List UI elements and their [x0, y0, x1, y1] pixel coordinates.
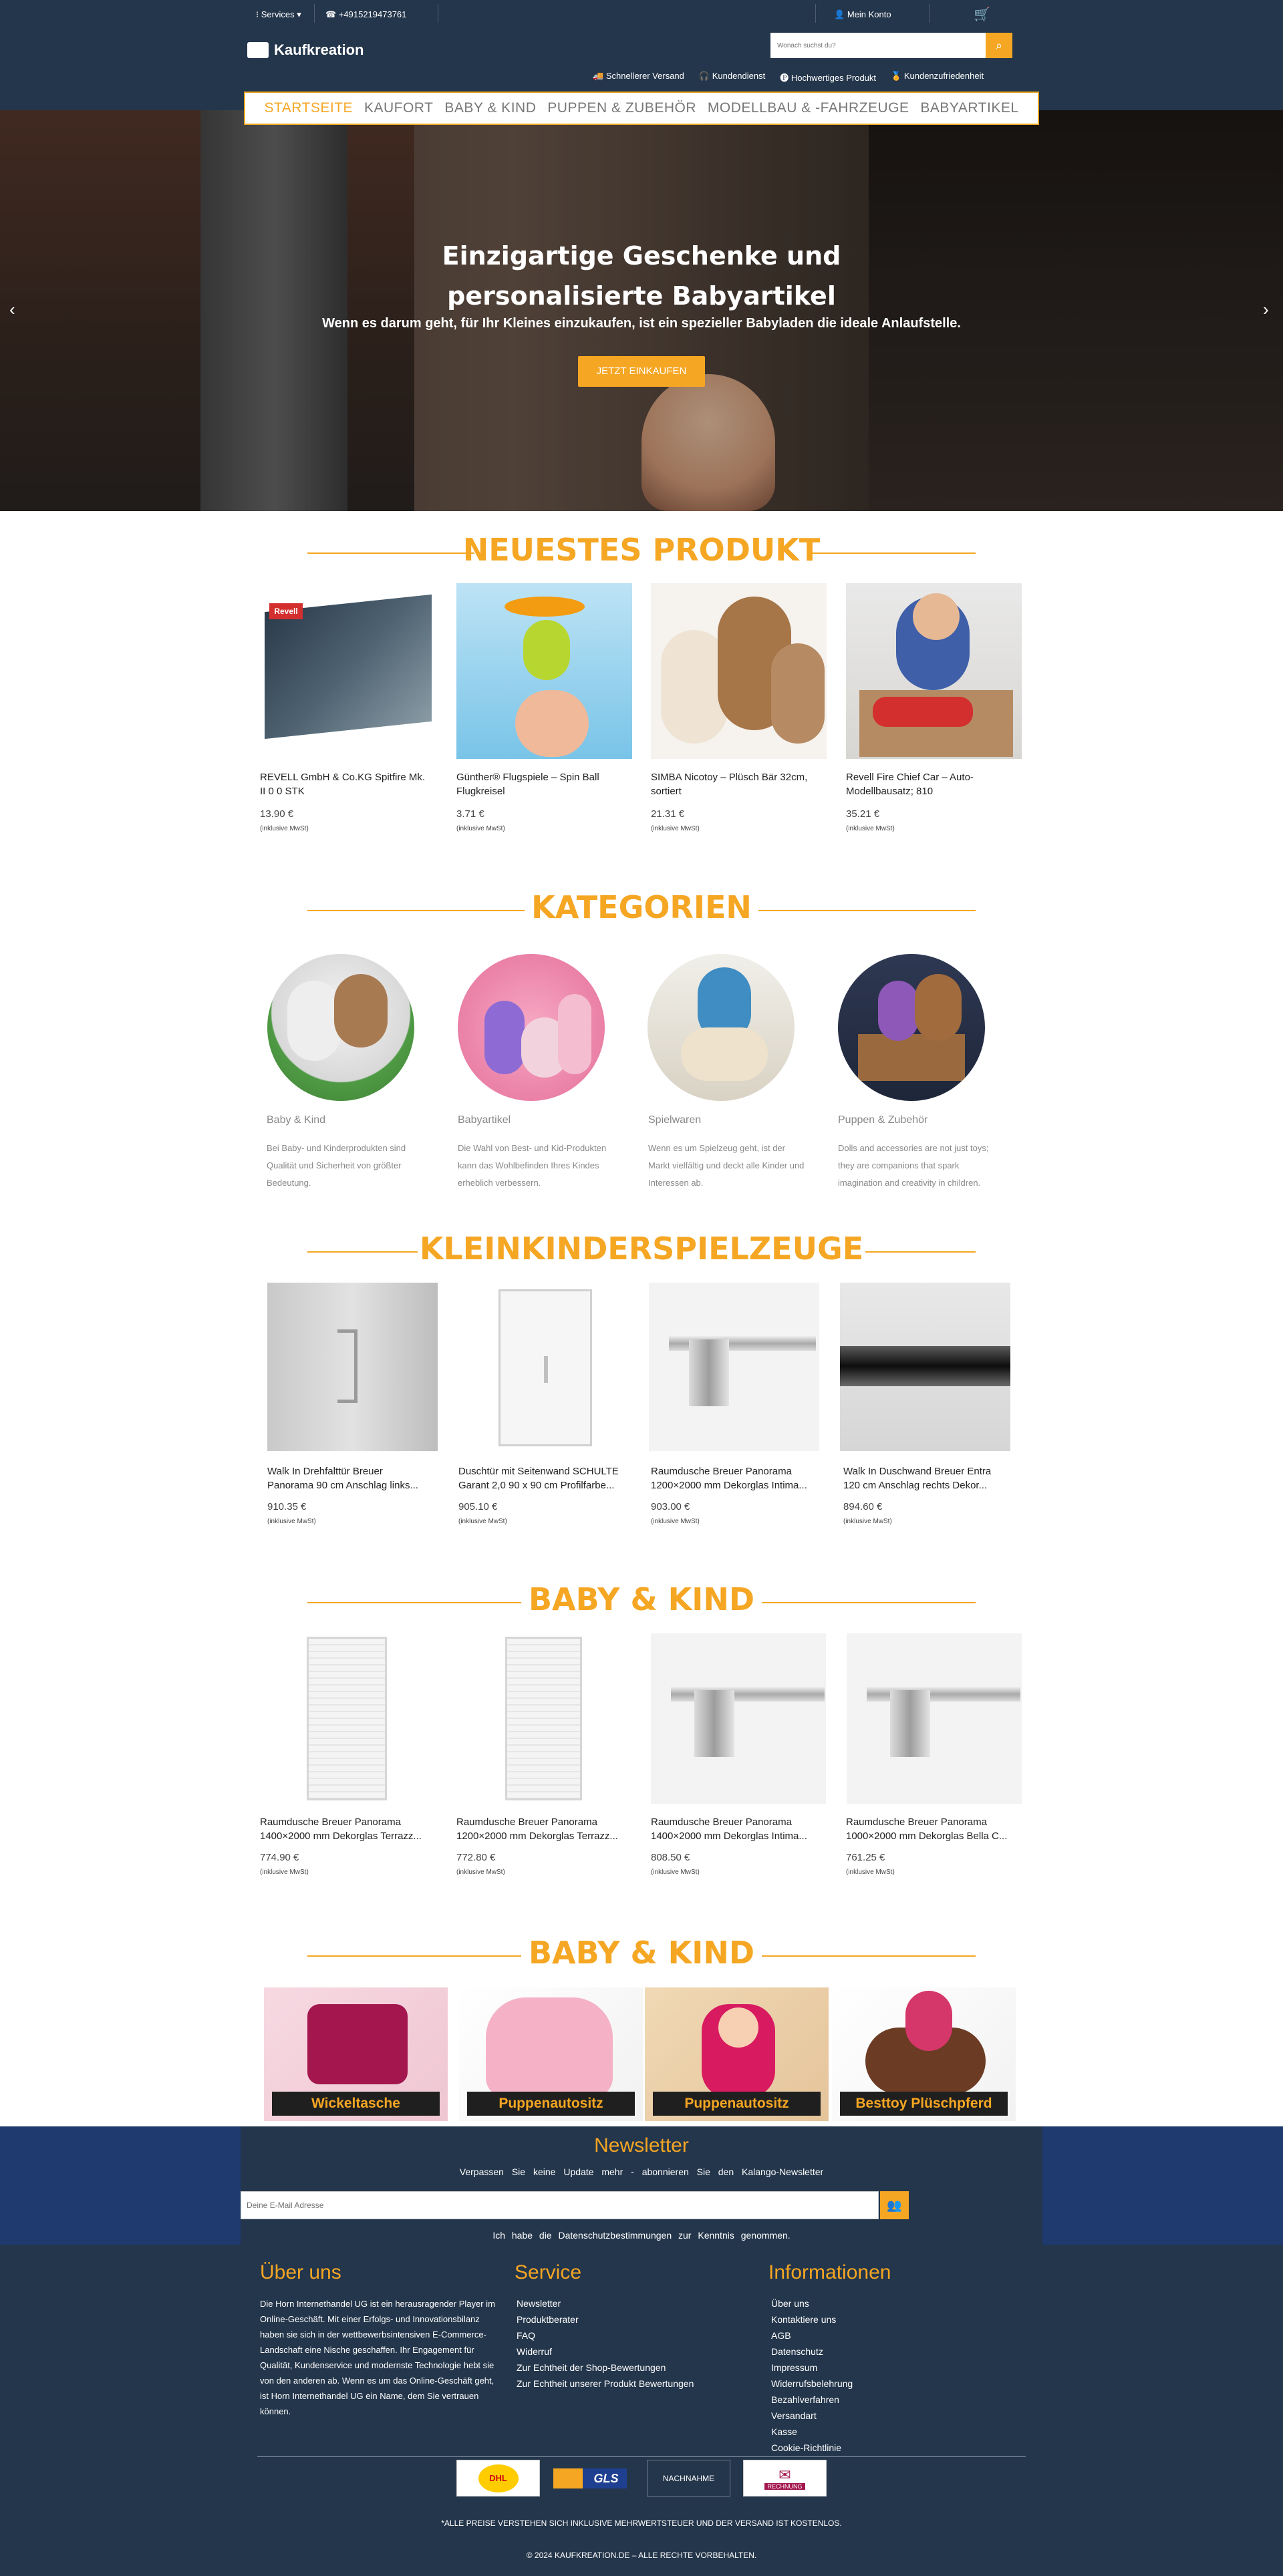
seat: [486, 1997, 613, 2098]
bracket: [694, 1690, 734, 1757]
product-price: 894.60 €: [843, 1501, 883, 1512]
category-desc: Bei Baby- und Kinderprodukten sind Qualität und Sicherheit von größter Bedeutung.: [267, 1143, 406, 1188]
glass: [505, 1637, 582, 1800]
dhl-logo: DHL: [478, 2464, 519, 2492]
category-image-spielwaren[interactable]: [648, 954, 795, 1101]
tax-note: (inklusive MwSt): [651, 825, 700, 832]
product-title[interactable]: Revell Fire Chief Car – Auto- Modellbausatz; 810: [846, 772, 974, 797]
divider: [815, 4, 816, 23]
footer-about-text: Die Horn Internethandel UG ist ein herausragender Player im Online-Geschäft. Mit einer Erfolgs- und Innovationsbilanz haben sie sich in der wettbewerbsintensiven E-Commerce-Landschaft eine Nische geschaffen. Ihr Engagement für Qualität, Kundenservice und modernste Technologie hebt sie von den anderen ab. Wenn es um das Online-Geschäft geht, ist Horn Internethandel UG ein Name, dem Sie vertrauen können.: [260, 2299, 495, 2416]
bar: [840, 1346, 1010, 1386]
product-image-raumdusche-3[interactable]: [651, 1633, 826, 1804]
footer-link[interactable]: Bezahlverfahren: [771, 2394, 839, 2405]
nav-item-kaufort[interactable]: KAUFORT: [364, 100, 434, 116]
rechnung-label: RECHNUNG: [764, 2483, 805, 2490]
truck-icon: 🚚: [593, 71, 606, 81]
footer-link[interactable]: Zur Echtheit unserer Produkt Bewertungen: [517, 2378, 694, 2389]
nav-item-puppen[interactable]: PUPPEN & ZUBEHÖR: [547, 100, 696, 116]
child: [905, 1991, 952, 2051]
newsletter-submit-button[interactable]: [880, 2191, 909, 2219]
toy-car: [873, 697, 973, 727]
product-image-firecar[interactable]: [846, 583, 1022, 759]
nav-item-modellbau[interactable]: MODELLBAU & -FAHRZEUGE: [707, 100, 909, 116]
benefit-support: 🎧 Kundendienst: [698, 71, 766, 81]
search-bar: [770, 33, 1012, 58]
revell-logo: Revell: [269, 603, 303, 619]
nav-item-baby-kind[interactable]: BABY & KIND: [444, 100, 537, 116]
footer-link[interactable]: Versandart: [771, 2410, 817, 2421]
list-icon: ⁝: [256, 9, 261, 19]
logo[interactable]: Kaufkreation: [247, 41, 364, 59]
tile-label: Wickeltasche: [272, 2092, 440, 2116]
product-image-walkin[interactable]: [840, 1283, 1010, 1451]
category-desc: Wenn es um Spielzeug geht, ist der Markt vielfältig und deckt alle Kinder und Interessen ab.: [648, 1143, 805, 1188]
product-title[interactable]: Walk In Duschwand Breuer Entra 120 cm Anschlag rechts Dekor...: [843, 1466, 992, 1491]
footer-link[interactable]: FAQ: [517, 2330, 536, 2341]
chevron-right-icon[interactable]: ›: [1263, 299, 1269, 319]
tax-note: (inklusive MwSt): [843, 1518, 892, 1525]
plush-bunny: [558, 994, 591, 1074]
tax-note: (inklusive MwSt): [458, 1518, 507, 1525]
product-title[interactable]: Raumdusche Breuer Panorama 1000×2000 mm Dekorglas Bella C...: [846, 1816, 1008, 1842]
product-image-spinball[interactable]: [456, 583, 632, 759]
cart-icon[interactable]: 🛒: [974, 7, 990, 22]
doll-face: [718, 2007, 758, 2048]
hand: [515, 690, 589, 757]
tax-note: (inklusive MwSt): [260, 1869, 309, 1876]
polar-bear: [287, 981, 341, 1061]
hero-cta-button[interactable]: JETZT EINKAUFEN: [578, 356, 705, 387]
tax-note: (inklusive MwSt): [651, 1869, 700, 1876]
envelope-icon: ✉: [778, 2466, 791, 2483]
newsletter-section: [241, 2126, 1042, 2245]
product-price: 772.80 €: [456, 1852, 496, 1863]
footer-link[interactable]: Cookie-Richtlinie: [771, 2442, 842, 2453]
section-title-baby-kind: BABY & KIND: [528, 1581, 755, 1617]
bag: [307, 2004, 408, 2084]
boy-face: [913, 593, 960, 640]
headset-icon: 🎧: [698, 71, 712, 81]
services-dropdown[interactable]: ⁝ Services ▾: [256, 9, 301, 19]
price-disclaimer: *ALLE PREISE VERSTEHEN SICH INKLUSIVE MEHRWERTSTEUER UND DER VERSAND IST KOSTENLOS.: [441, 2519, 842, 2528]
footer-link[interactable]: Kasse: [771, 2426, 797, 2437]
tax-note: (inklusive MwSt): [456, 1869, 505, 1876]
category-name[interactable]: Babyartikel: [458, 1114, 511, 1126]
search-icon: ⌕: [995, 39, 1003, 52]
category-desc: Dolls and accessories are not just toys; they are companions that spark imagination and creativity in children.: [838, 1143, 989, 1188]
divider: [257, 2456, 1026, 2457]
tax-note: (inklusive MwSt): [846, 1869, 895, 1876]
copyright: © 2024 KAUFKREATION.DE – ALLE RECHTE VORBEHALTEN.: [526, 2551, 757, 2560]
product-title[interactable]: Raumdusche Breuer Panorama 1200×2000 mm Dekorglas Terrazz...: [456, 1816, 618, 1842]
footer-link[interactable]: Widerruf: [517, 2346, 552, 2357]
section-title-categories: KATEGORIEN: [531, 889, 752, 925]
divider: [314, 4, 315, 23]
footer-link[interactable]: Produktberater: [517, 2314, 579, 2325]
bracket: [689, 1339, 729, 1406]
rocking-horse: [681, 1027, 768, 1081]
users-icon: 👥: [887, 2199, 902, 2212]
footer-info-title: Informationen: [768, 2261, 891, 2283]
footer-link[interactable]: Datenschutz: [771, 2346, 823, 2357]
section-title-newest: NEUESTES PRODUKT: [462, 532, 821, 568]
footer-service-title: Service: [515, 2261, 582, 2283]
tax-note: (inklusive MwSt): [267, 1518, 316, 1525]
footer-link[interactable]: Widerrufsbelehrung: [771, 2378, 853, 2389]
glass: [307, 1637, 387, 1800]
product-title[interactable]: Raumdusche Breuer Panorama 1400×2000 mm Dekorglas Terrazz...: [260, 1816, 422, 1842]
tile-label: Puppenautositz: [467, 2092, 635, 2116]
product-price: 903.00 €: [651, 1501, 690, 1512]
product-image-shower-enclosure[interactable]: [458, 1283, 629, 1451]
basket: [858, 1034, 965, 1081]
search-input[interactable]: [770, 33, 986, 58]
hero-subtitle: Wenn es darum geht, für Ihr Kleines einzukaufen, ist ein spezieller Babyladen die ideale Anlaufstelle.: [322, 316, 961, 331]
search-button[interactable]: [986, 33, 1012, 58]
category-image-babyartikel[interactable]: [458, 954, 605, 1101]
toy: [878, 981, 918, 1041]
chevron-left-icon[interactable]: ‹: [9, 299, 15, 319]
footer-link[interactable]: Über uns: [771, 2298, 809, 2309]
product-image-raumdusche-1[interactable]: [260, 1633, 435, 1804]
hero-slider: [0, 110, 1283, 511]
product-title[interactable]: Raumdusche Breuer Panorama 1200×2000 mm Dekorglas Intima...: [651, 1466, 807, 1491]
bracket: [890, 1690, 930, 1757]
product-price: 3.71 €: [456, 808, 484, 820]
newsletter-subtitle: Verpassen Sie keine Update mehr - abonnieren Sie den Kalango-Newsletter: [459, 2166, 824, 2177]
product-title[interactable]: Walk In Drehfalttür Breuer Panorama 90 cm Anschlag links...: [267, 1466, 418, 1491]
account-link[interactable]: 👤 Mein Konto: [834, 9, 891, 19]
footer-about-title: Über uns: [260, 2261, 341, 2283]
footer-service-links: [517, 2295, 694, 2392]
product-price: 13.90 €: [260, 808, 294, 820]
main-nav: [244, 92, 1039, 125]
user-icon: 👤: [834, 9, 847, 19]
handle: [544, 1356, 548, 1383]
payment-rechnung: [743, 2460, 827, 2497]
product-title[interactable]: REVELL GmbH & Co.KG Spitfire Mk. II 0 0 STK: [260, 772, 426, 797]
footer-link[interactable]: AGB: [771, 2330, 791, 2341]
footer-link[interactable]: Newsletter: [517, 2298, 561, 2309]
tile-label: Puppenautositz: [653, 2092, 821, 2116]
payment-gls: [548, 2460, 631, 2497]
tile-label: Besttoy Plüschpferd: [840, 2092, 1008, 2116]
gls-logo: GLS: [553, 2468, 627, 2488]
footer-info-links: [771, 2295, 853, 2456]
nav-item-babyartikel[interactable]: BABYARTIKEL: [920, 100, 1019, 116]
category-desc: Die Wahl von Best- und Kid-Produkten kann das Wohlbefinden Ihres Kindes erheblich verbessern.: [458, 1143, 607, 1188]
payment-nachnahme: [647, 2460, 730, 2497]
nav-item-startseite[interactable]: STARTSEITE: [264, 100, 353, 116]
product-title[interactable]: Raumdusche Breuer Panorama 1400×2000 mm Dekorglas Intima...: [651, 1816, 807, 1842]
footer-link[interactable]: Kontaktiere uns: [771, 2314, 837, 2325]
benefit-satisfaction: 🏅 Kundenzufriedenheit: [891, 71, 984, 81]
category-image-puppen[interactable]: [838, 954, 985, 1101]
product-image-teddy[interactable]: [651, 583, 827, 759]
plush-rabbit: [484, 1001, 525, 1074]
nachnahme-label: NACHNAHME: [662, 2473, 715, 2483]
tax-note: (inklusive MwSt): [260, 825, 309, 832]
tile-puppenautositz-1[interactable]: [459, 1987, 643, 2121]
badge-icon: 🅟: [780, 73, 791, 83]
product-price: 774.90 €: [260, 1852, 299, 1863]
benefit-quality: 🅟 Hochwertiges Produkt: [780, 73, 877, 83]
tile-plueschpferd[interactable]: [832, 1987, 1016, 2121]
newsletter-title: Newsletter: [594, 2134, 689, 2156]
category-name[interactable]: Baby & Kind: [267, 1114, 326, 1126]
benefit-shipping: 🚚 Schnellerer Versand: [593, 71, 684, 81]
toy-body: [523, 620, 570, 680]
toy: [915, 974, 962, 1041]
product-price: 910.35 €: [267, 1501, 307, 1512]
bag-icon: [247, 42, 269, 58]
product-title[interactable]: SIMBA Nicotoy – Plüsch Bär 32cm, sortiert: [651, 772, 808, 797]
product-image-spitfire[interactable]: [261, 583, 437, 759]
phone-icon: ☎: [325, 9, 339, 19]
product-image-shower-bracket[interactable]: [649, 1283, 819, 1451]
door-handle: [337, 1329, 358, 1403]
newsletter-consent[interactable]: Ich habe die Datenschutzbestimmungen zur Kenntnis genommen.: [492, 2230, 791, 2241]
product-price: 35.21 €: [846, 808, 880, 820]
product-image-raumdusche-4[interactable]: [847, 1633, 1022, 1804]
product-title[interactable]: Duschtür mit Seitenwand SCHULTE Garant 2,0 90 x 90 cm Profilfarbe...: [458, 1466, 619, 1491]
product-price: 808.50 €: [651, 1852, 690, 1863]
product-image-shower-door[interactable]: [267, 1283, 438, 1451]
tax-note: (inklusive MwSt): [846, 825, 895, 832]
phone-link[interactable]: ☎ +4915219473761: [325, 9, 407, 19]
bear-small: [771, 643, 825, 744]
category-name[interactable]: Spielwaren: [648, 1114, 702, 1126]
divider: [929, 4, 930, 23]
benefits-bar: [593, 71, 984, 84]
payment-dhl: [456, 2460, 540, 2497]
product-image-raumdusche-2[interactable]: [455, 1633, 630, 1804]
tile-puppenautositz-2[interactable]: [645, 1987, 829, 2121]
section-title-toddler: KLEINKINDERSPIELZEUGE: [419, 1231, 864, 1267]
tax-note: (inklusive MwSt): [651, 1518, 700, 1525]
product-price: 761.25 €: [846, 1852, 885, 1863]
tax-note: (inklusive MwSt): [456, 825, 505, 832]
hero-title: Einzigartige Geschenke und personalisierte Babyartikel: [442, 241, 841, 311]
footer-link[interactable]: Impressum: [771, 2362, 818, 2373]
product-price: 21.31 €: [651, 808, 685, 820]
product-title[interactable]: Günther® Flugspiele – Spin Ball Flugkreisel: [456, 772, 599, 797]
section-title-baby-kind-2: BABY & KIND: [528, 1935, 755, 1971]
newsletter-email-input[interactable]: [241, 2191, 879, 2219]
propeller: [505, 597, 585, 617]
footer-link[interactable]: Zur Echtheit der Shop-Bewertungen: [517, 2362, 666, 2373]
product-price: 905.10 €: [458, 1501, 498, 1512]
category-name[interactable]: Puppen & Zubehör: [838, 1114, 928, 1126]
tile-wickeltasche[interactable]: [264, 1987, 448, 2121]
footer: [0, 2245, 1283, 2576]
teddy: [334, 974, 388, 1048]
category-image-baby-kind[interactable]: [267, 954, 414, 1101]
award-icon: 🏅: [891, 71, 904, 81]
